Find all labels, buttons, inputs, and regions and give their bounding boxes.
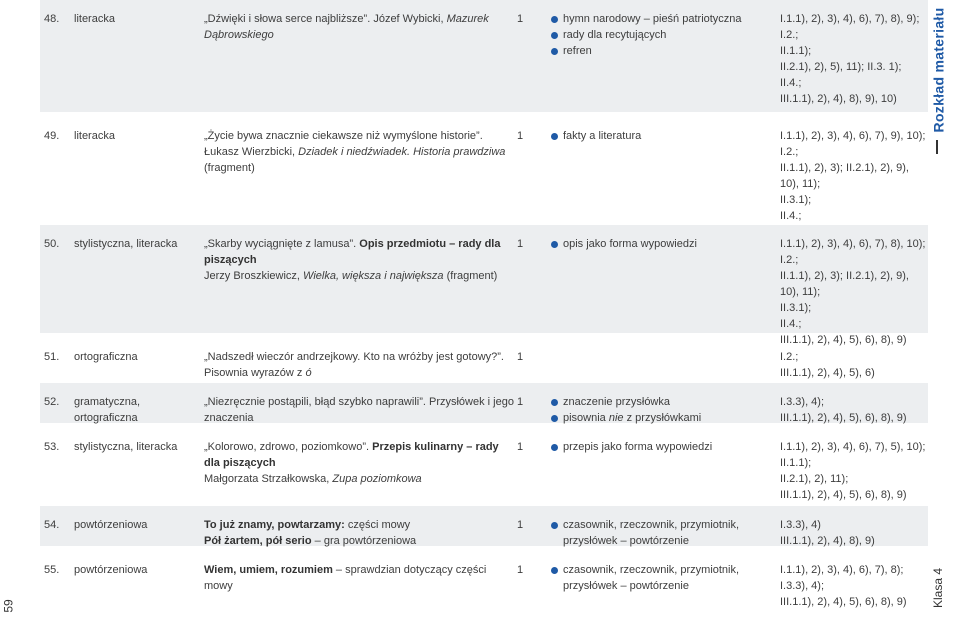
lesson-topics xyxy=(550,128,778,144)
requirement-line: I.2.; xyxy=(780,146,799,158)
topic-item xyxy=(550,43,778,59)
lesson-topics xyxy=(550,562,778,594)
requirement-line: I.3.3), 4); xyxy=(780,396,825,408)
text-fragment: pisownia xyxy=(563,412,609,424)
lesson-hours: 1 xyxy=(517,351,524,363)
topics-list xyxy=(550,517,778,549)
lesson-title xyxy=(204,236,516,284)
curriculum-requirements xyxy=(780,517,926,549)
requirement-line: II.3.1); xyxy=(780,302,812,314)
topic-item xyxy=(550,11,778,27)
topic-item xyxy=(550,128,778,144)
lesson-hours: 1 xyxy=(517,13,524,25)
curriculum-requirements xyxy=(780,562,926,610)
text-fragment: Wielka, większa i największa xyxy=(303,270,444,282)
text-fragment: „Życie bywa znacznie ciekawsze niż wymyślone historie”. Łukasz Wierzbicki, xyxy=(204,130,483,158)
requirement-line: II.4.; xyxy=(780,318,802,330)
lesson-title xyxy=(204,11,516,43)
text-fragment: Dziadek i niedźwiadek. Historia prawdziwa xyxy=(298,146,506,158)
requirement-line: III.1.1), 2), 4), 5), 6), 8), 9) xyxy=(780,489,907,501)
requirement-line: III.1.1), 2), 4), 8), 9) xyxy=(780,535,875,547)
requirement-line: I.2.; xyxy=(780,29,799,41)
lesson-hours: 1 xyxy=(517,130,524,142)
text-fragment: „Skarby wyciągnięte z lamusa”. xyxy=(204,238,360,250)
lesson-number: 53. xyxy=(44,441,60,453)
table-row xyxy=(40,506,928,546)
requirement-line: II.1.1); xyxy=(780,45,812,57)
table-row xyxy=(40,225,928,346)
text-fragment: „Niezręcznie postąpili, błąd szybko naprawili”. Przysłówek i jego znaczenia xyxy=(204,396,514,424)
table-row xyxy=(40,428,928,501)
topic-item xyxy=(550,439,778,455)
lesson-type: stylistyczna, literacka xyxy=(74,238,178,250)
class-label: Klasa 4 xyxy=(931,567,945,609)
text-fragment: opis jako forma wypowiedzi xyxy=(563,238,697,250)
requirement-line: I.3.3), 4) xyxy=(780,519,821,531)
topics-list xyxy=(550,439,778,455)
lesson-title xyxy=(204,349,516,381)
lesson-title xyxy=(204,517,516,549)
text-fragment: „Dźwięki i słowa serce najbliższe”. Józef Wybicki, xyxy=(204,13,447,25)
lesson-hours: 1 xyxy=(517,396,524,408)
text-fragment: (fragment) xyxy=(443,270,498,282)
requirement-line: III.1.1), 2), 4), 5), 6), 8), 9) xyxy=(780,412,907,424)
lesson-hours: 1 xyxy=(517,238,524,250)
section-title: Rozkład materiału xyxy=(930,7,947,133)
requirement-line: I.3.3), 4); xyxy=(780,580,825,592)
text-fragment: Małgorzata Strzałkowska, xyxy=(204,473,333,485)
text-fragment: czasownik, rzeczownik, przymiotnik, przysłówek – powtórzenie xyxy=(563,564,740,592)
lesson-title xyxy=(204,439,516,487)
topic-item xyxy=(550,236,778,252)
requirement-line: II.1.1), 2), 3); II.2.1), 2), 9), 10), 11); xyxy=(780,270,909,298)
lesson-title xyxy=(204,128,516,176)
lesson-number: 55. xyxy=(44,564,60,576)
lesson-title xyxy=(204,562,516,594)
lesson-type: powtórzeniowa xyxy=(74,564,148,576)
table-row xyxy=(40,551,928,616)
topic-item xyxy=(550,517,778,549)
lesson-topics xyxy=(550,11,778,59)
topics-list xyxy=(550,128,778,144)
requirement-line: III.1.1), 2), 4), 8), 9), 10) xyxy=(780,93,897,105)
text-fragment: Przepis kulinarny – rady dla piszących xyxy=(204,441,499,469)
topic-item xyxy=(550,27,778,43)
table-row xyxy=(40,117,928,220)
text-fragment: ó xyxy=(305,367,312,379)
requirement-line: I.1.1), 2), 3), 4), 6), 7), 8); xyxy=(780,564,904,576)
curriculum-requirements xyxy=(780,128,926,240)
text-fragment: (fragment) xyxy=(204,162,255,174)
lesson-topics xyxy=(550,517,778,549)
text-fragment: znaczenie przysłówka xyxy=(563,396,670,408)
topic-item xyxy=(550,562,778,594)
table-row xyxy=(40,383,928,423)
requirement-line: II.2.1), 2), 5), 11); II.3. 1); xyxy=(780,61,902,73)
text-fragment: Opis przedmiotu – rady dla piszących xyxy=(204,238,501,266)
text-fragment: z przysłówkami xyxy=(623,412,702,424)
text-fragment: „Kolorowo, zdrowo, poziomkowo”. xyxy=(204,441,373,453)
requirement-line: I.1.1), 2), 3), 4), 6), 7), 9), 10); xyxy=(780,130,926,142)
topic-item xyxy=(550,410,778,426)
lesson-hours: 1 xyxy=(517,519,524,531)
lesson-type: ortograficzna xyxy=(74,351,138,363)
table-row xyxy=(40,338,928,378)
curriculum-requirements xyxy=(780,236,926,348)
topic-item xyxy=(550,394,778,410)
lesson-type: literacka xyxy=(74,13,115,25)
requirement-line: III.1.1), 2), 4), 5), 6), 8), 9) xyxy=(780,334,907,346)
text-fragment: Zupa poziomkowa xyxy=(332,473,422,485)
lesson-topics xyxy=(550,236,778,252)
lesson-hours: 1 xyxy=(517,441,524,453)
text-fragment: Jerzy Broszkiewicz, xyxy=(204,270,304,282)
text-fragment: hymn narodowy – pieśń patriotyczna xyxy=(563,13,742,25)
lesson-type: gramatyczna, ortograficzna xyxy=(74,396,141,424)
lesson-type: literacka xyxy=(74,130,115,142)
text-fragment: – gra powtórzeniowa xyxy=(311,535,417,547)
topics-list xyxy=(550,562,778,594)
text-fragment: rady dla recytujących xyxy=(563,29,667,41)
lesson-number: 48. xyxy=(44,13,60,25)
text-fragment: nie xyxy=(608,412,624,424)
curriculum-requirements xyxy=(780,349,926,381)
requirement-line: II.4.; xyxy=(780,210,802,222)
curriculum-requirements xyxy=(780,439,926,503)
requirement-line: I.1.1), 2), 3), 4), 6), 7), 8), 10); xyxy=(780,238,926,250)
text-fragment: czasownik, rzeczownik, przymiotnik, przysłówek – powtórzenie xyxy=(563,519,740,547)
requirement-line: I.2.; xyxy=(780,351,799,363)
requirement-line: II.1.1); xyxy=(780,457,812,469)
table-row xyxy=(40,0,928,112)
requirement-line: I.1.1), 2), 3), 4), 6), 7), 8), 9); xyxy=(780,13,920,25)
topics-list xyxy=(550,394,778,426)
lesson-type: stylistyczna, literacka xyxy=(74,441,178,453)
requirement-line: II.2.1), 2), 11); xyxy=(780,473,849,485)
requirement-line: I.1.1), 2), 3), 4), 6), 7), 5), 10); xyxy=(780,441,926,453)
section-title-rule xyxy=(936,140,938,154)
text-fragment: refren xyxy=(563,45,592,57)
text-fragment: – sprawdzian dotyczący części mowy xyxy=(204,564,487,592)
text-fragment: Pół żartem, pół serio xyxy=(204,535,312,547)
lesson-number: 54. xyxy=(44,519,60,531)
requirement-line: I.2.; xyxy=(780,254,799,266)
lesson-topics xyxy=(550,394,778,426)
topics-list xyxy=(550,236,778,252)
curriculum-requirements xyxy=(780,394,926,426)
text-fragment: „Nadszedł wieczór andrzejkowy. Kto na wróżby jest gotowy?”. xyxy=(204,351,504,363)
text-fragment: przepis jako forma wypowiedzi xyxy=(563,441,713,453)
lesson-number: 52. xyxy=(44,396,60,408)
text-fragment: Mazurek Dąbrowskiego xyxy=(204,13,489,41)
curriculum-requirements xyxy=(780,11,926,107)
page-number: 59 xyxy=(1,599,16,613)
text-fragment: fakty a literatura xyxy=(563,130,642,142)
lesson-number: 49. xyxy=(44,130,60,142)
requirement-line: III.1.1), 2), 4), 5), 6) xyxy=(780,367,875,379)
text-fragment: części mowy xyxy=(344,519,411,531)
requirement-line: II.1.1), 2), 3); II.2.1), 2), 9), 10), 11); xyxy=(780,162,909,190)
lesson-number: 50. xyxy=(44,238,60,250)
topics-list xyxy=(550,11,778,59)
requirement-line: II.4.; xyxy=(780,77,802,89)
lesson-title xyxy=(204,394,516,426)
text-fragment: Pisownia wyrazów z xyxy=(204,367,306,379)
lesson-topics xyxy=(550,439,778,455)
text-fragment: To już znamy, powtarzamy: xyxy=(204,519,345,531)
requirement-line: III.1.1), 2), 4), 5), 6), 8), 9) xyxy=(780,596,907,608)
lesson-type: powtórzeniowa xyxy=(74,519,148,531)
requirement-line: II.3.1); xyxy=(780,194,812,206)
lesson-hours: 1 xyxy=(517,564,524,576)
text-fragment: Wiem, umiem, rozumiem xyxy=(204,564,333,576)
lesson-number: 51. xyxy=(44,351,60,363)
